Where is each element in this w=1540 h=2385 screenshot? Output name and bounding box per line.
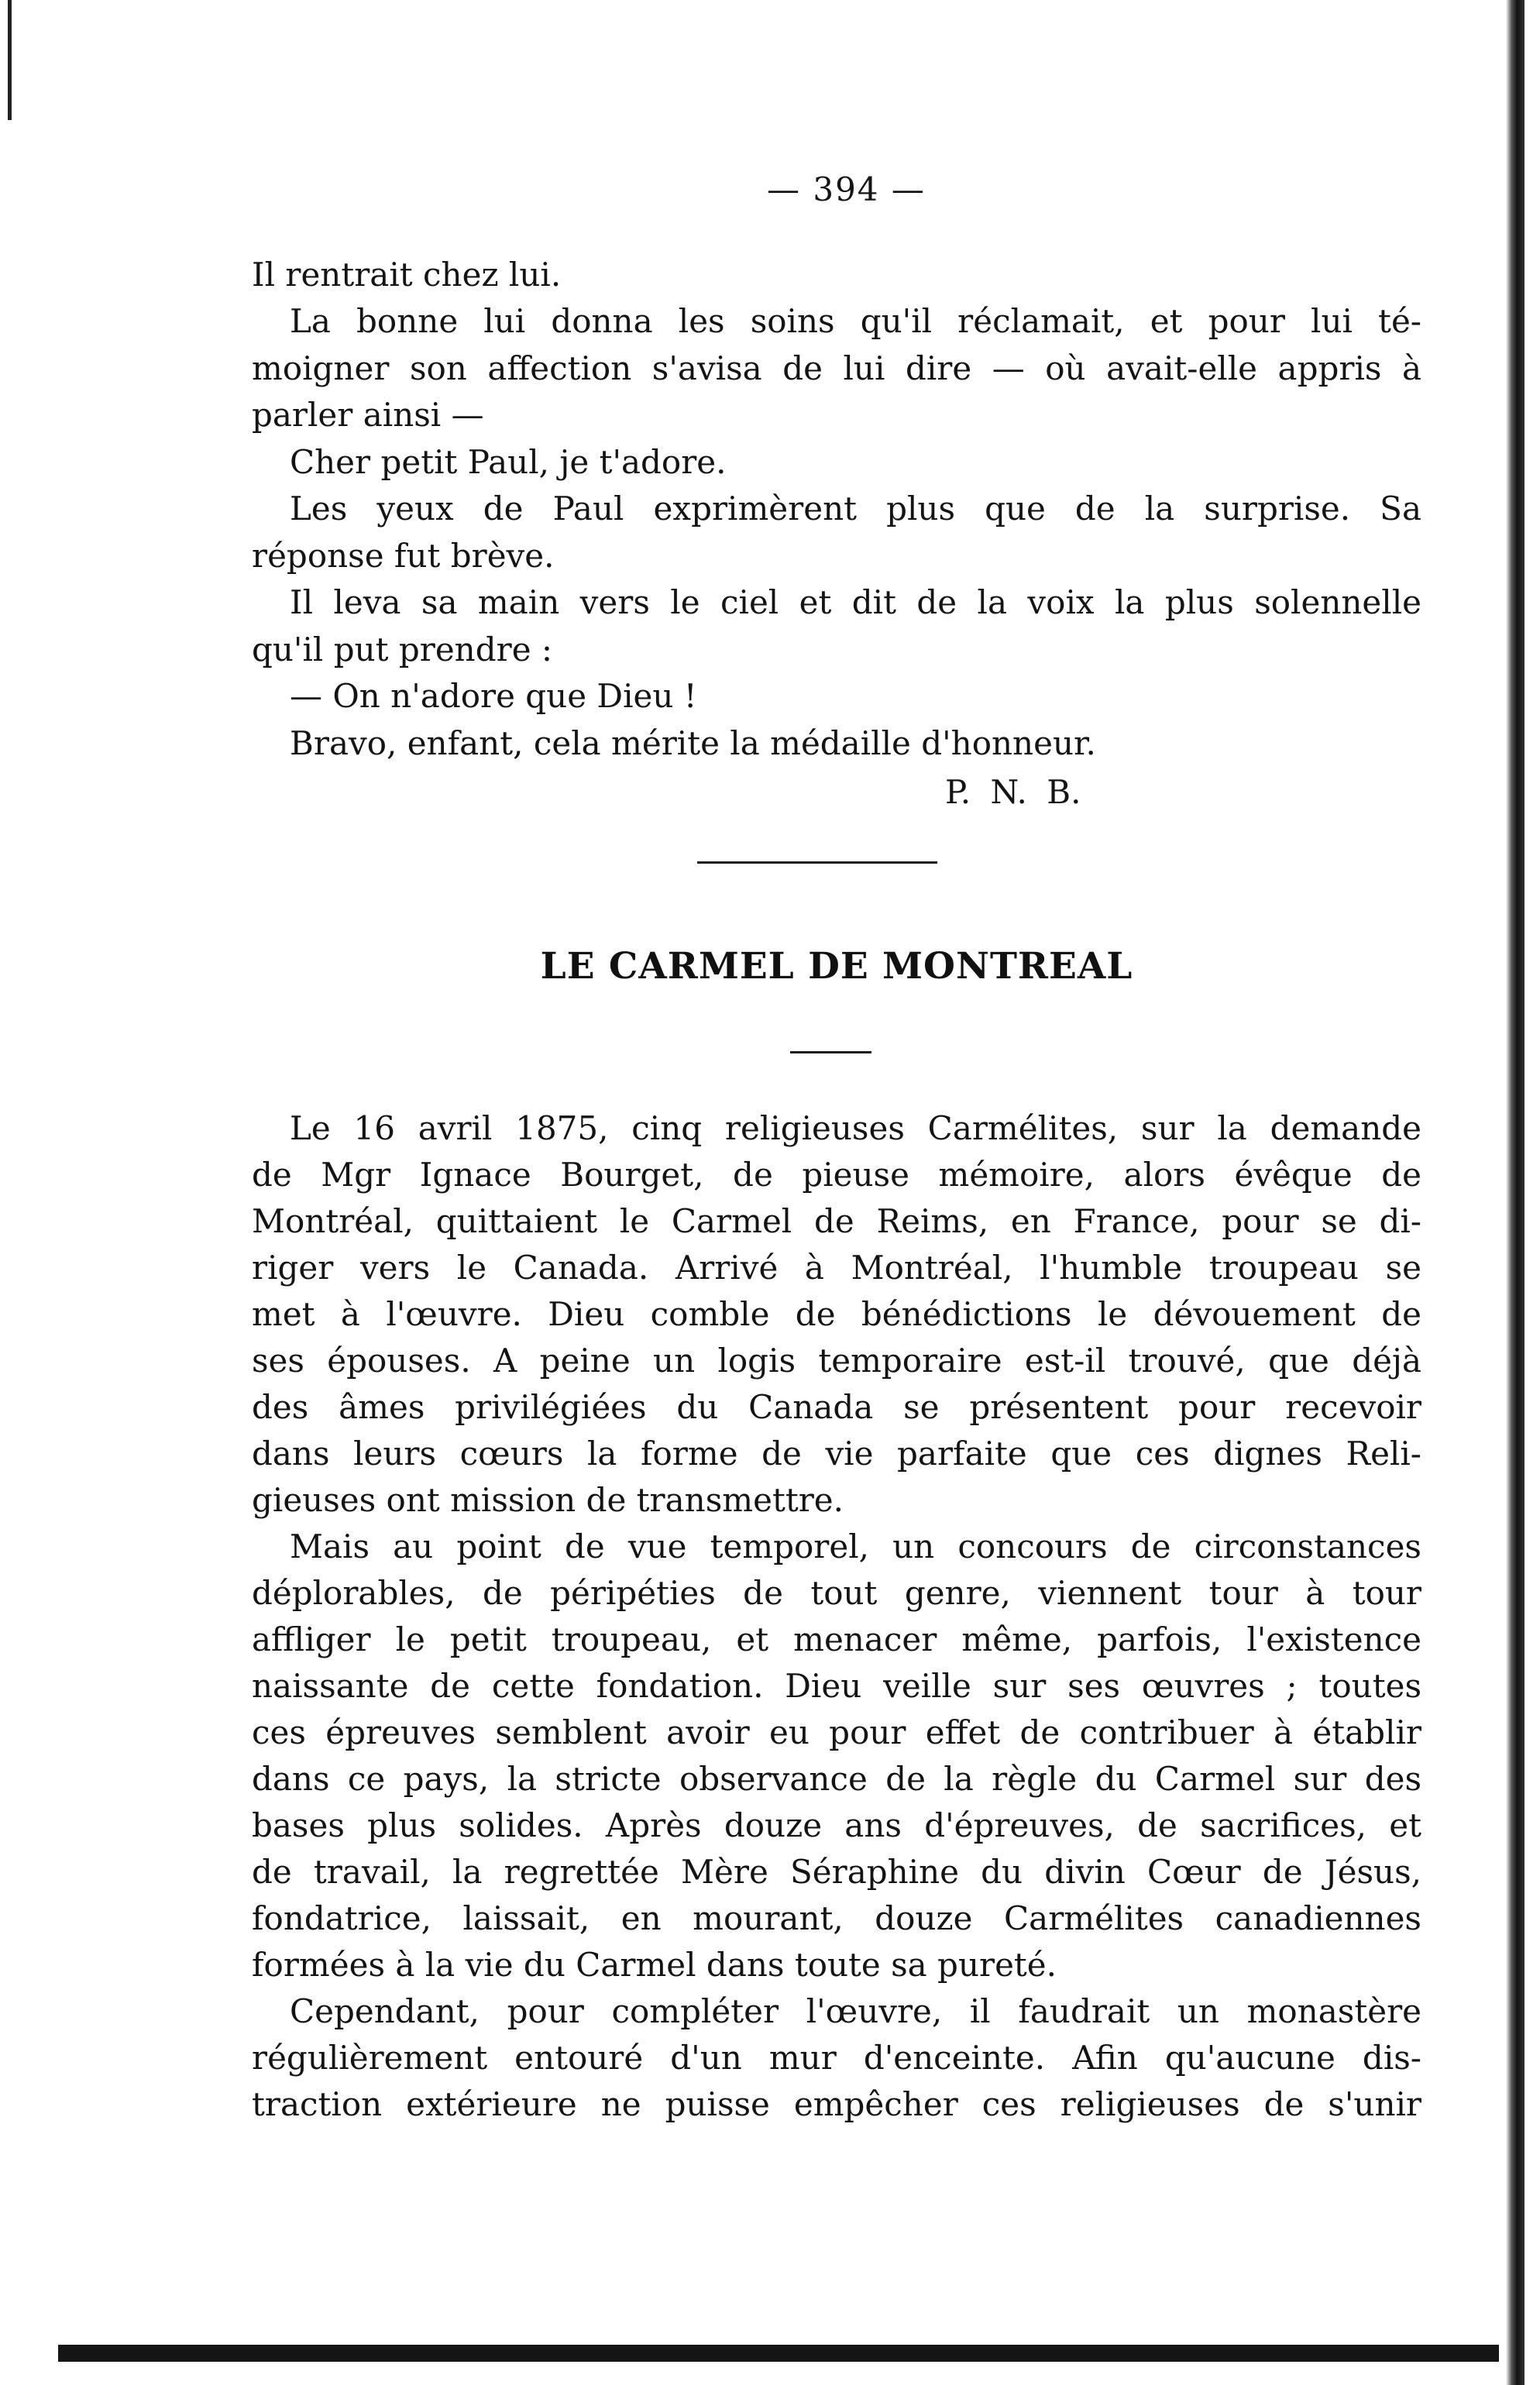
story-line-7: réponse fut brève. [252, 537, 555, 575]
article-line-13: naissante de cette fondation. Dieu veille sur ses œuvres ; toutes [252, 1667, 1421, 1705]
article-line-20: Cependant, pour compléter l'œuvre, il faudrait un monastère [290, 1992, 1421, 2030]
story-line-6: Les yeux de Paul exprimèrent plus que de la surprise. Sa [290, 490, 1421, 528]
article-line-15: dans ce pays, la stricte observance de la règle du Carmel sur des [252, 1760, 1421, 1798]
article-title: LE CARMEL DE MONTREAL [540, 945, 1133, 988]
scan-bottom-edge-bar [58, 2345, 1499, 2362]
article-line-8: dans leurs cœurs la forme de vie parfaite que ces dignes Reli- [252, 1435, 1421, 1473]
section-divider [697, 861, 937, 864]
story-line-11: Bravo, enfant, cela mérite la médaille d'honneur. [290, 724, 1096, 762]
story-line-4: parler ainsi — [252, 396, 484, 434]
story-line-5: Cher petit Paul, je t'adore. [290, 443, 727, 481]
article-line-21: régulièrement entouré d'un mur d'enceinte. Afin qu'aucune dis- [252, 2039, 1421, 2077]
article-line-5: met à l'œuvre. Dieu comble de bénédictions le dévouement de [252, 1295, 1421, 1333]
story-line-2: La bonne lui donna les soins qu'il réclamait, et pour lui té- [290, 302, 1421, 340]
article-line-18: fondatrice, laissait, en mourant, douze Carmélites canadiennes [252, 1899, 1421, 1937]
article-line-19: formées à la vie du Carmel dans toute sa pureté. [252, 1946, 1057, 1984]
article-line-1: Le 16 avril 1875, cinq religieuses Carmélites, sur la demande [290, 1109, 1421, 1147]
article-line-3: Montréal, quittaient le Carmel de Reims, en France, pour se di- [252, 1202, 1421, 1240]
story-line-8: Il leva sa main vers le ciel et dit de la voix la plus solennelle [290, 583, 1421, 621]
title-underline-rule [790, 1051, 871, 1053]
scan-right-edge-shadow [1506, 0, 1525, 2385]
article-line-6: ses épouses. A peine un logis temporaire est-il trouvé, que déjà [252, 1342, 1421, 1380]
article-line-14: ces épreuves semblent avoir eu pour effet de contribuer à établir [252, 1713, 1421, 1751]
article-line-7: des âmes privilégiées du Canada se présentent pour recevoir [252, 1388, 1421, 1426]
story-line-3: moigner son affection s'avisa de lui dire — où avait-elle appris à [252, 349, 1421, 387]
article-line-17: de travail, la regrettée Mère Séraphine du divin Cœur de Jésus, [252, 1853, 1421, 1891]
story-line-10: — On n'adore que Dieu ! [290, 677, 697, 715]
story-line-1: Il rentrait chez lui. [252, 256, 562, 294]
article-line-10: Mais au point de vue temporel, un concours de circonstances [290, 1528, 1421, 1565]
story-line-9: qu'il put prendre : [252, 631, 553, 668]
article-line-22: traction extérieure ne puisse empêcher ces religieuses de s'unir [252, 2085, 1421, 2123]
scan-left-edge-mark [8, 0, 12, 120]
page-number: — 394 — [767, 170, 926, 208]
article-line-2: de Mgr Ignace Bourget, de pieuse mémoire, alors évêque de [252, 1156, 1421, 1194]
article-line-11: déplorables, de péripéties de tout genre, viennent tour à tour [252, 1574, 1421, 1612]
article-line-12: affliger le petit troupeau, et menacer même, parfois, l'existence [252, 1620, 1421, 1658]
article-line-9: gieuses ont mission de transmettre. [252, 1481, 844, 1519]
story-signature: P. N. B. [945, 773, 1081, 811]
article-line-4: riger vers le Canada. Arrivé à Montréal, l'humble troupeau se [252, 1249, 1421, 1287]
article-line-16: bases plus solides. Après douze ans d'épreuves, de sacrifices, et [252, 1806, 1421, 1844]
